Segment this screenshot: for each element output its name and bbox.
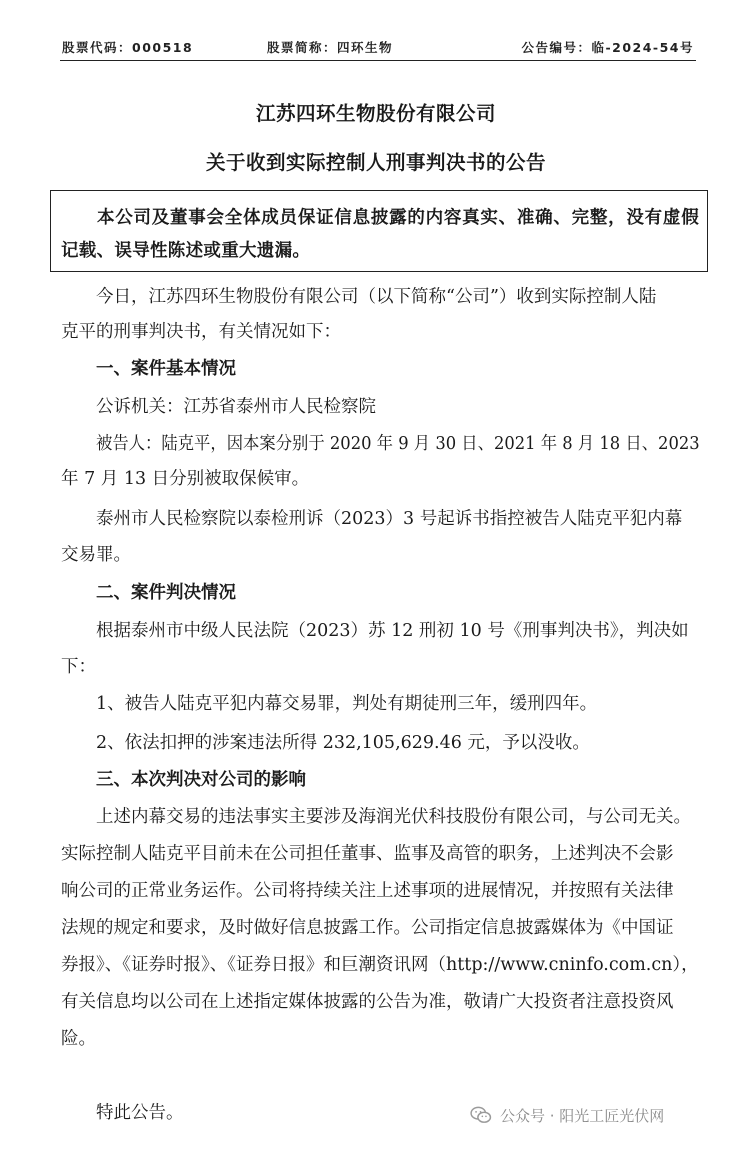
document-title: 关于收到实际控制人刑事判决书的公告 (205, 151, 546, 174)
stock-code: 股票代码：000518 (62, 40, 194, 55)
notice-number: 公告编号：临-2024-54号 (521, 40, 694, 55)
stock-abbreviation: 股票简称：四环生物 (267, 40, 394, 55)
paragraph-line: 泰州市人民检察院以泰检刑诉（2023）3 号起诉书指控被告人陆克平犯内幕 (96, 509, 683, 529)
wechat-icon (470, 1106, 492, 1124)
judgment-item-2: 2、依法扣押的涉案违法所得 232,105,629.46 元，予以没收。 (96, 733, 590, 753)
paragraph-line: 克平的刑事判决书，有关情况如下： (61, 322, 341, 342)
paragraph-line: 公诉机关：江苏省泰州市人民检察院 (96, 397, 376, 417)
paragraph-line: 实际控制人陆克平目前未在公司担任董事、监事及高管的职务，上述判决不会影 (61, 844, 674, 864)
paragraph-line: 险。 (61, 1029, 96, 1049)
notice-box (50, 190, 708, 272)
paragraph-line: 券报》、《证券时报》、《证券日报》和巨潮资讯网（http://www.cninfo.com.cn）， (61, 955, 699, 975)
paragraph-line: 被告人：陆克平，因本案分别于 2020 年 9 月 30 日、2021 年 8 月 18 日、2023 (96, 434, 700, 454)
watermark-text: 公众号 · 阳光工匠光伏网 (500, 1106, 665, 1125)
paragraph-line: 根据泰州市中级人民法院（2023）苏 12 刑初 10 号《刑事判决书》，判决如 (96, 621, 689, 641)
section-heading-2: 二、案件判决情况 (96, 583, 236, 603)
section-heading-3: 三、本次判决对公司的影响 (96, 770, 306, 790)
header-rule (60, 60, 696, 61)
closing-text: 特此公告。 (96, 1103, 184, 1123)
document-header (60, 38, 694, 56)
paragraph-line: 响公司的正常业务运作。公司将持续关注上述事项的进展情况，并按照有关法律 (61, 881, 674, 901)
judgment-item-1: 1、被告人陆克平犯内幕交易罪，判处有期徒刑三年，缓刑四年。 (96, 694, 598, 714)
paragraph-line: 上述内幕交易的违法事实主要涉及海润光伏科技股份有限公司，与公司无关。 (96, 807, 691, 827)
paragraph-line: 有关信息均以公司在上述指定媒体披露的公告为准，敬请广大投资者注意投资风 (61, 992, 674, 1012)
paragraph-line: 交易罪。 (61, 545, 131, 565)
company-name: 江苏四环生物股份有限公司 (255, 102, 496, 125)
paragraph-line: 下： (61, 657, 96, 677)
paragraph-line: 今日，江苏四环生物股份有限公司（以下简称“公司”）收到实际控制人陆 (96, 287, 657, 307)
section-heading-1: 一、案件基本情况 (96, 359, 236, 379)
watermark (470, 1104, 664, 1126)
paragraph-line: 法规的规定和要求，及时做好信息披露工作。公司指定信息披露媒体为《中国证 (61, 918, 674, 938)
paragraph-line: 年 7 月 13 日分别被取保候审。 (61, 469, 310, 489)
notice-box-text: 本公司及董事会全体成员保证信息披露的内容真实、准确、完整，没有虚假记载、误导性陈述或重大遗漏。 (61, 208, 699, 261)
